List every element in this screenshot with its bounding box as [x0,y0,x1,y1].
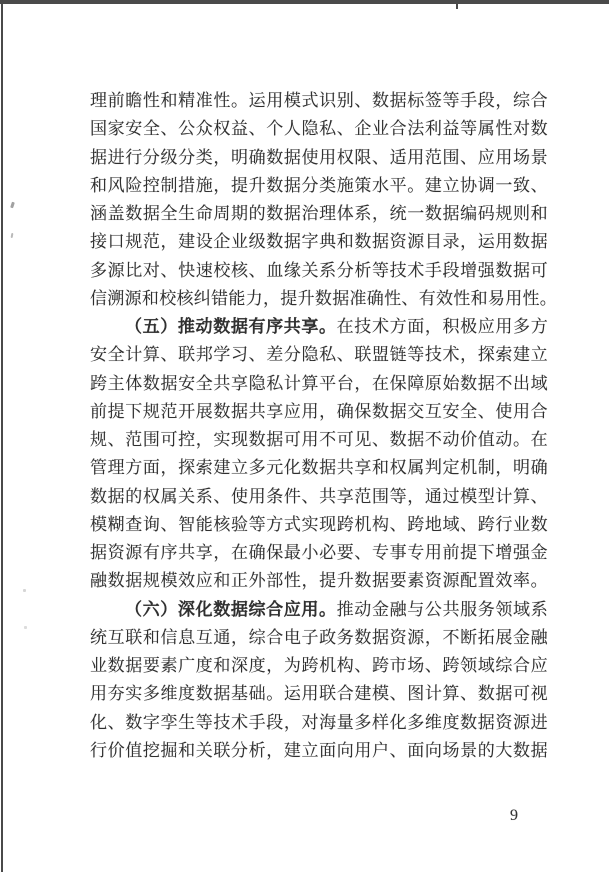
text-segment: 多源比对、快速校核、血缘关系分析等技术手段增强数据可 [90,260,548,280]
scan-edge-top [0,0,609,4]
text-line [90,313,548,341]
text-line [90,483,548,511]
text-segment: 涵盖数据全生命周期的数据治理体系，统一数据编码规则和 [90,204,548,223]
text-segment: 据资源有序共享，在确保最小必要、专事专用前提下增强金 [90,543,548,562]
text-line [90,511,548,539]
text-segment: 在技术方面，积极应用多方 [336,317,548,336]
text-segment: 统互联和信息互通，综合电子政务数据资源，不断拓展金融 [90,627,548,647]
text-line [90,398,548,426]
text-segment: 信溯源和校核纠错能力，提升数据准确性、有效性和易用性。 [90,288,558,308]
body-text [90,87,558,765]
text-line [90,172,548,200]
text-segment: （六）深化数据综合应用。 [125,599,337,619]
text-line [90,370,548,398]
scan-edge-left [1,0,3,872]
scan-speckle [24,626,27,629]
text-line [90,341,548,369]
text-segment: 国家安全、公众权益、个人隐私、企业合法利益等属性对数 [90,119,548,139]
text-line [90,144,548,172]
text-segment: 规、范围可控，实现数据可用不可见、数据不动价值动。在 [90,430,548,449]
text-line [90,285,558,313]
text-segment: 和风险控制措施，提升数据分类施策水平。建立协调一致、 [90,175,548,195]
text-line [90,426,548,454]
text-segment: 推动金融与公共服务领域系 [336,599,548,619]
text-line [90,539,548,567]
text-line [90,596,548,624]
text-segment: 前提下规范开展数据共享应用，确保数据交互安全、使用合 [90,401,548,421]
text-line [90,567,548,595]
text-segment: 跨主体数据安全共享隐私计算平台，在保障原始数据不出域 [90,373,548,393]
scan-speckle [23,589,26,592]
text-segment: 接口规范，建设企业级数据字典和数据资源目录，运用数据 [90,232,548,252]
text-line [90,87,548,115]
text-segment: 管理方面，探索建立多元化数据共享和权属判定机制，明确 [90,458,548,478]
text-segment: 数据的权属关系、使用条件、共享范围等，通过模型计算、 [90,486,548,506]
text-line [90,228,548,256]
scan-speckle [10,202,15,209]
text-line [90,115,548,143]
text-line [90,454,548,482]
text-segment: 据进行分级分类，明确数据使用权限、适用范围、应用场景 [90,147,548,167]
text-segment: 理前瞻性和精准性。运用模式识别、数据标签等手段，综合 [90,91,548,110]
text-line [90,200,548,228]
text-segment: 业数据要素广度和深度，为跨机构、跨市场、跨领域综合应 [90,656,548,675]
text-line [90,680,548,708]
text-line [90,624,548,652]
text-line [90,652,548,680]
text-segment: 模糊查询、智能核验等方式实现跨机构、跨地域、跨行业数 [90,514,548,534]
text-segment: （五）推动数据有序共享。 [125,317,337,336]
text-line [90,709,548,737]
scan-edge-tick [456,0,458,9]
text-segment: 融数据规模效应和正外部性，提升数据要素资源配置效率。 [90,571,548,591]
text-segment: 化、数字孪生等技术手段，对海量多样化多维度数据资源进 [90,712,548,732]
text-line [90,257,548,285]
text-segment: 安全计算、联邦学习、差分隐私、联盟链等技术，探索建立 [90,345,548,365]
text-segment: 用夯实多维度数据基础。运用联合建模、图计算、数据可视 [90,684,548,704]
text-line [90,737,548,765]
text-segment: 行价值挖掘和关联分析，建立面向用户、面向场景的大数据 [90,740,548,760]
scan-speckle [11,233,14,238]
page-number: 9 [510,807,518,824]
